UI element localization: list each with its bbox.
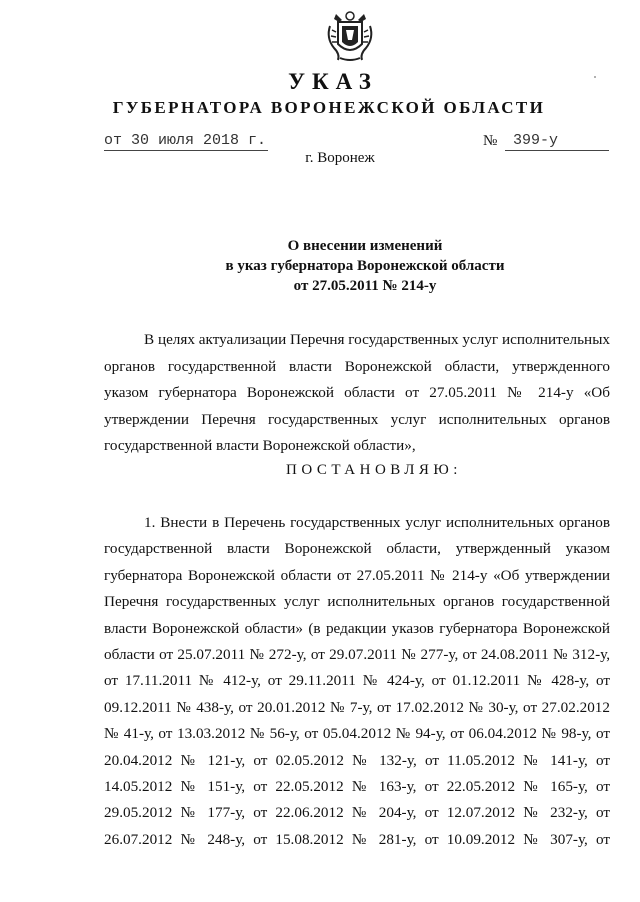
city-name: г. Воронеж: [305, 150, 375, 166]
preamble-paragraph: [104, 327, 610, 460]
item-1-line: Перечня государственных услуг исполнительных органов государственной: [104, 593, 610, 611]
preamble-line: В целях актуализации Перечня государственных услуг исполнительных: [144, 331, 610, 348]
preamble-line: государственной власти Воронежской области»,: [104, 437, 416, 455]
number-sign: №: [483, 133, 498, 149]
item-1-line: 26.07.2012 № 248-у, от 15.08.2012 № 281-у, от 10.09.2012 № 307-у, от: [104, 830, 610, 848]
document-subject: [0, 236, 640, 296]
issuer-subtitle: ГУБЕРНАТОРА ВОРОНЕЖСКОЙ ОБЛАСТИ: [112, 98, 546, 117]
item-1-line: 20.04.2012 № 121-у, от 02.05.2012 № 132-у, от 11.05.2012 № 141-у, от: [104, 751, 610, 769]
subject-line-1: О внесении изменений: [287, 238, 443, 254]
item-1-line: власти Воронежской области» (в редакции указов губернатора Воронежской: [104, 619, 610, 637]
item-1-line: 1. Внести в Перечень государственных услуг исполнительных органов: [144, 514, 610, 531]
item-1-line: губернатора Воронежской области от 27.05.2011 № 214-у «Об утверждении: [104, 566, 610, 584]
item-1-paragraph: [104, 510, 610, 853]
subject-line-2: в указ губернатора Воронежской области: [225, 258, 505, 274]
number-value: 399-у: [505, 132, 609, 151]
preamble-line: указом губернатора Воронежской области от 27.05.2011 № 214-у «Об: [104, 384, 610, 402]
decree-word: ПОСТАНОВЛЯЮ:: [286, 462, 462, 478]
document-date: от 30 июля 2018 г.: [104, 132, 267, 149]
item-1-line: государственной власти Воронежской области, утвержденный указом: [104, 540, 610, 558]
coat-of-arms-emblem: [322, 8, 378, 64]
item-1-line: № 41-у, от 13.03.2012 № 56-у, от 05.04.2012 № 94-у, от 06.04.2012 № 98-у, от: [104, 725, 610, 743]
item-1-line: 09.12.2011 № 438-у, от 20.01.2012 № 7-у, от 17.02.2012 № 30-у, от 27.02.2012: [104, 698, 610, 716]
subject-line-3: от 27.05.2011 № 214-у: [293, 278, 437, 294]
item-1-line: области от 25.07.2011 № 272-у, от 29.07.2011 № 277-у, от 24.08.2011 № 312-у,: [104, 646, 610, 664]
document-number: [483, 132, 609, 150]
preamble-line: органов государственной власти Воронежской области, утвержденного: [104, 357, 610, 375]
item-1-line: 14.05.2012 № 151-у, от 22.05.2012 № 163-у, от 22.05.2012 № 165-у, от: [104, 778, 610, 796]
item-1-line: от 17.11.2011 № 412-у, от 29.11.2011 № 424-у, от 01.12.2011 № 428-у, от: [104, 672, 610, 690]
item-1-line: 29.05.2012 № 177-у, от 22.06.2012 № 204-у, от 12.07.2012 № 232-у, от: [104, 804, 610, 822]
document-type-title: УКАЗ: [288, 69, 378, 94]
preamble-line: утверждении Перечня государственных услуг исполнительных органов: [104, 410, 610, 428]
